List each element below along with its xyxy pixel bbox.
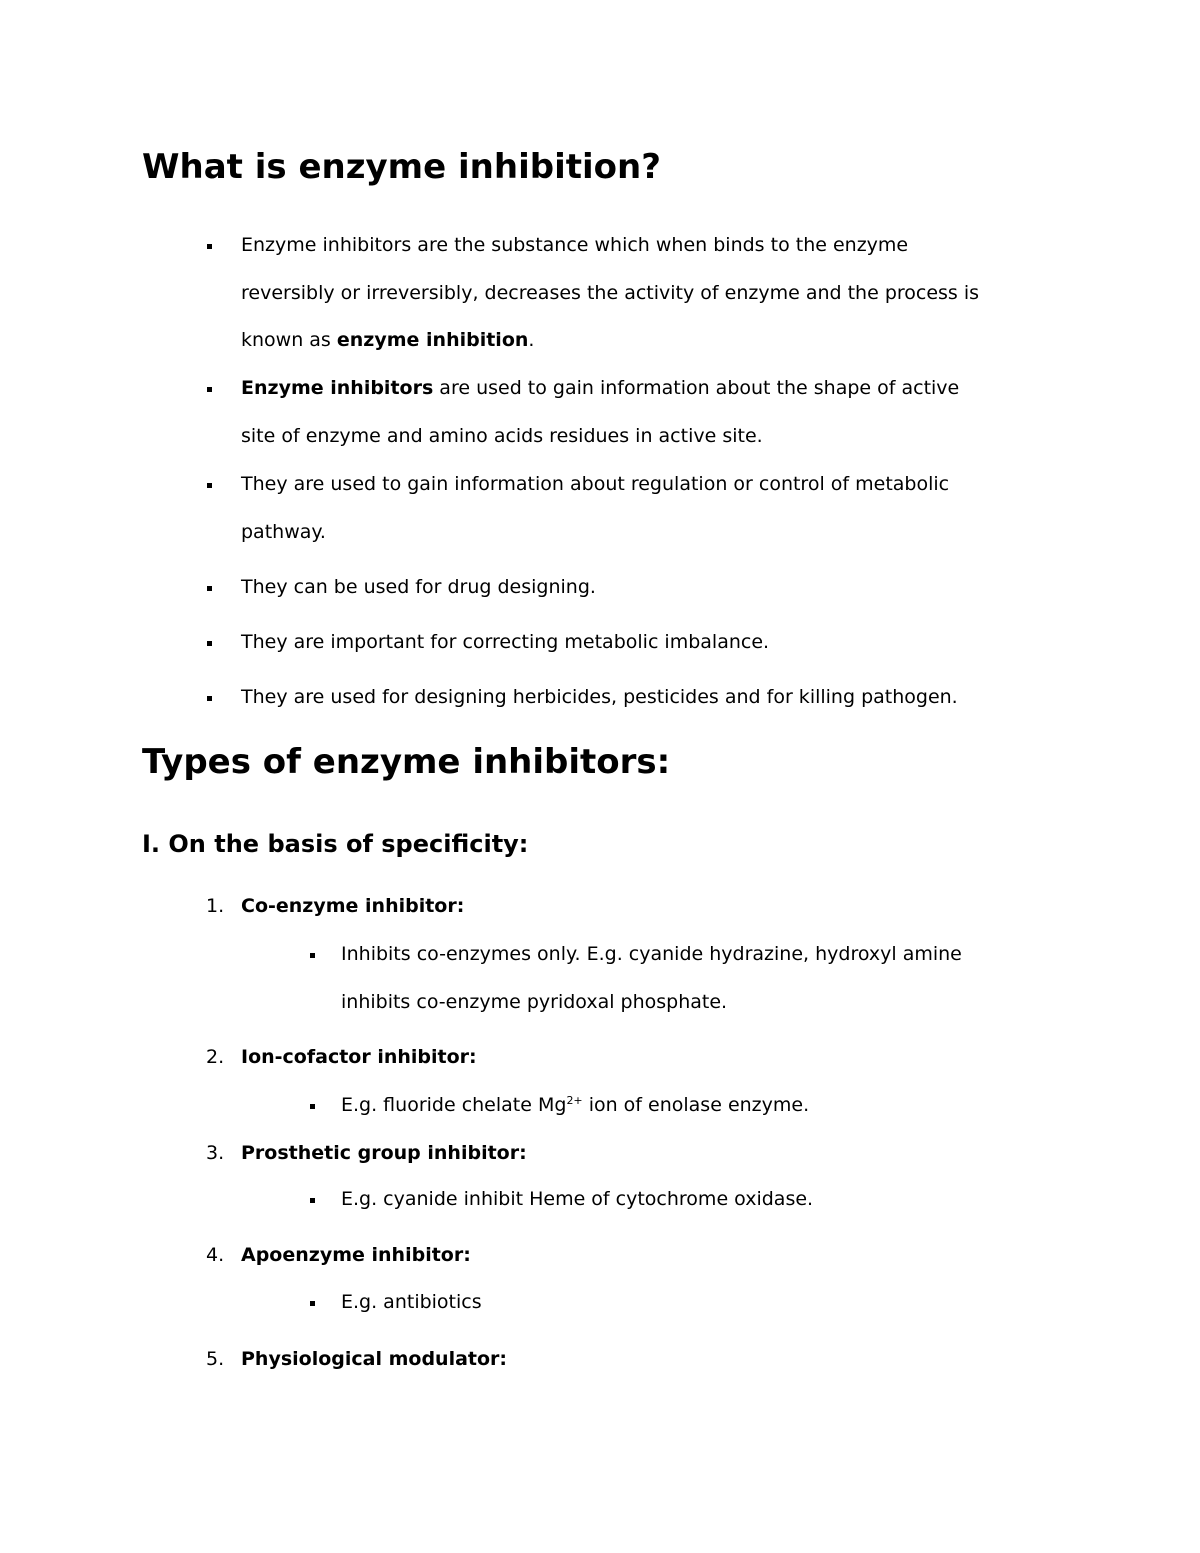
bullet-1-line-1: Enzyme inhibitors are the substance which when binds to the enzyme <box>241 234 909 256</box>
bullet-marker <box>207 244 212 249</box>
subheading-basis-of-specificity: I. On the basis of specificity: <box>142 830 529 858</box>
list-number: 3. <box>206 1142 225 1164</box>
bullet-marker <box>207 641 212 646</box>
item-4-title <box>241 1246 471 1265</box>
superscript-charge: 2+ <box>566 1094 583 1107</box>
list-number: 4. <box>206 1244 225 1266</box>
bullet-marker <box>310 1104 315 1109</box>
item-3-title-text: Prosthetic group inhibitor: <box>241 1142 527 1164</box>
bullet-6-line-1: They are used for designing herbicides, pesticides and for killing pathogen. <box>241 686 958 708</box>
item-1-title-text: Co-enzyme inhibitor: <box>241 895 465 917</box>
item-2-line-1 <box>341 1096 809 1115</box>
item-5-title <box>241 1350 507 1369</box>
heading-types-of-enzyme-inhibitors: Types of enzyme inhibitors: <box>142 742 671 782</box>
bullet-2-line-1 <box>241 379 959 398</box>
item-2-text: E.g. fluoride chelate Mg <box>341 1094 567 1116</box>
item-2-title <box>241 1048 477 1067</box>
item-1-title <box>241 897 464 916</box>
list-number: 2. <box>206 1046 225 1068</box>
item-1-line-2: inhibits co-enzyme pyridoxal phosphate. <box>341 991 728 1013</box>
item-1-line-1: Inhibits co-enzymes only. E.g. cyanide hydrazine, hydroxyl amine <box>341 943 962 965</box>
bullet-marker <box>310 1301 315 1306</box>
bullet-5-line-1: They are important for correcting metabolic imbalance. <box>241 631 770 653</box>
bullet-marker <box>207 586 212 591</box>
item-4-title-text: Apoenzyme inhibitor: <box>241 1244 471 1266</box>
bullet-1-text: known as <box>241 329 337 351</box>
bullet-2-line-2: site of enzyme and amino acids residues in active site. <box>241 425 763 447</box>
list-number: 5. <box>206 1348 225 1370</box>
bullet-marker <box>310 1198 315 1203</box>
item-3-title <box>241 1144 527 1163</box>
bullet-marker <box>310 953 315 958</box>
bullet-1-period: . <box>528 329 535 351</box>
bullet-marker <box>207 483 212 488</box>
heading-what-is-enzyme-inhibition: What is enzyme inhibition? <box>142 147 661 187</box>
item-2-title-text: Ion-cofactor inhibitor: <box>241 1046 477 1068</box>
bullet-4-line-1: They can be used for drug designing. <box>241 576 596 598</box>
item-5-title-text: Physiological modulator: <box>241 1348 508 1370</box>
bullet-3-line-1: They are used to gain information about regulation or control of metabolic <box>241 473 950 495</box>
item-3-line-1: E.g. cyanide inhibit Heme of cytochrome oxidase. <box>341 1188 814 1210</box>
item-2-text-rest: ion of enolase enzyme. <box>582 1094 810 1116</box>
bullet-2-text: are used to gain information about the shape of active <box>433 377 960 399</box>
item-4-line-1: E.g. antibiotics <box>341 1291 482 1313</box>
bullet-1-line-3 <box>241 331 534 350</box>
bullet-1-bold-term: enzyme inhibition <box>336 329 529 351</box>
bullet-marker <box>207 696 212 701</box>
bullet-marker <box>207 387 212 392</box>
bullet-1-line-2: reversibly or irreversibly, decreases the activity of enzyme and the process is <box>241 282 980 304</box>
list-number: 1. <box>206 895 225 917</box>
bullet-2-bold-term: Enzyme inhibitors <box>241 377 434 399</box>
bullet-3-line-2: pathway. <box>241 521 326 543</box>
